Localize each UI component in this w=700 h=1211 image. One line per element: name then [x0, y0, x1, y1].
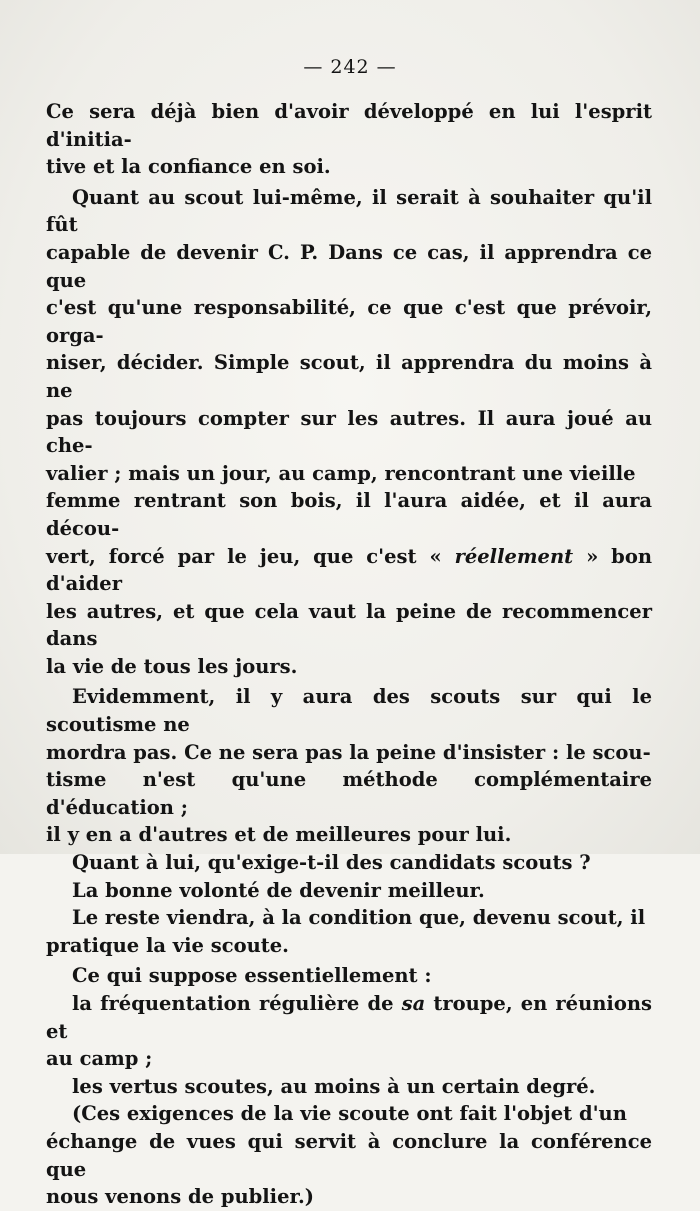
- page-number: — 242 —: [303, 56, 397, 78]
- text-line: (Ces exigences de la vie scoute ont fait l'objet d'un: [72, 1102, 627, 1126]
- paragraph-8: [46, 990, 652, 1073]
- paragraph-3: [46, 683, 652, 849]
- paragraph-2: [46, 184, 652, 681]
- text-line: c'est qu'une responsabilité, ce que c'est que prévoir, orga-: [46, 296, 652, 347]
- page-body: [46, 98, 652, 1211]
- text-line: niser, décider. Simple scout, il apprendra du moins à ne: [46, 351, 652, 402]
- paragraph-7: [46, 962, 652, 990]
- text-line: Evidemment, il y aura des scouts sur qui le scoutisme ne: [46, 685, 652, 737]
- text-line: vert, forcé par le jeu, que c'est « réellement » bon d'aider: [46, 544, 652, 596]
- text-line: la vie de tous les jours.: [46, 654, 298, 678]
- paragraph-6: [46, 904, 652, 959]
- paragraph-1: [46, 98, 652, 181]
- text-line: Ce qui suppose essentiellement :: [72, 964, 432, 988]
- text-line: femme rentrant son bois, il l'aura aidée, et il aura décou-: [46, 489, 652, 540]
- text-line: Quant au scout lui-même, il serait à souhaiter qu'il fût: [46, 185, 652, 237]
- text-line: pratique la vie scoute.: [46, 933, 289, 957]
- text-line: capable de devenir C. P. Dans ce cas, il apprendra ce que: [46, 240, 652, 292]
- text-line: au camp ;: [46, 1047, 153, 1071]
- text-line: La bonne volonté de devenir meilleur.: [72, 878, 485, 902]
- text-line: la fréquentation régulière de sa troupe, en réunions et: [46, 992, 652, 1043]
- paragraph-9: [46, 1073, 652, 1101]
- text-line: il y en a d'autres et de meilleures pour lui.: [46, 823, 512, 847]
- text-line: échange de vues qui servit à conclure la conférence que: [46, 1129, 652, 1181]
- text-line: tive et la confiance en soi.: [46, 155, 331, 179]
- text-line: valier ; mais un jour, au camp, rencontrant une vieille: [46, 461, 636, 485]
- paragraph-4: [46, 849, 652, 877]
- text-line: les vertus scoutes, au moins à un certain degré.: [72, 1074, 596, 1098]
- text-line: tisme n'est qu'une méthode complémentaire d'éducation ;: [46, 768, 652, 819]
- text-line: les autres, et que cela vaut la peine de recommencer dans: [46, 599, 652, 651]
- text-line: nous venons de publier.): [46, 1185, 314, 1209]
- text-line: Quant à lui, qu'exige-t-il des candidats scouts ?: [72, 851, 591, 875]
- paragraph-5: [46, 877, 652, 905]
- text-line: mordra pas. Ce ne sera pas la peine d'insister : le scou-: [46, 740, 651, 764]
- text-line: Ce sera déjà bien d'avoir développé en lui l'esprit d'initia-: [46, 100, 652, 151]
- text-line: pas toujours compter sur les autres. Il aura joué au che-: [46, 406, 652, 458]
- paragraph-10: [46, 1100, 652, 1210]
- text-line: Le reste viendra, à la condition que, devenu scout, il: [72, 906, 646, 930]
